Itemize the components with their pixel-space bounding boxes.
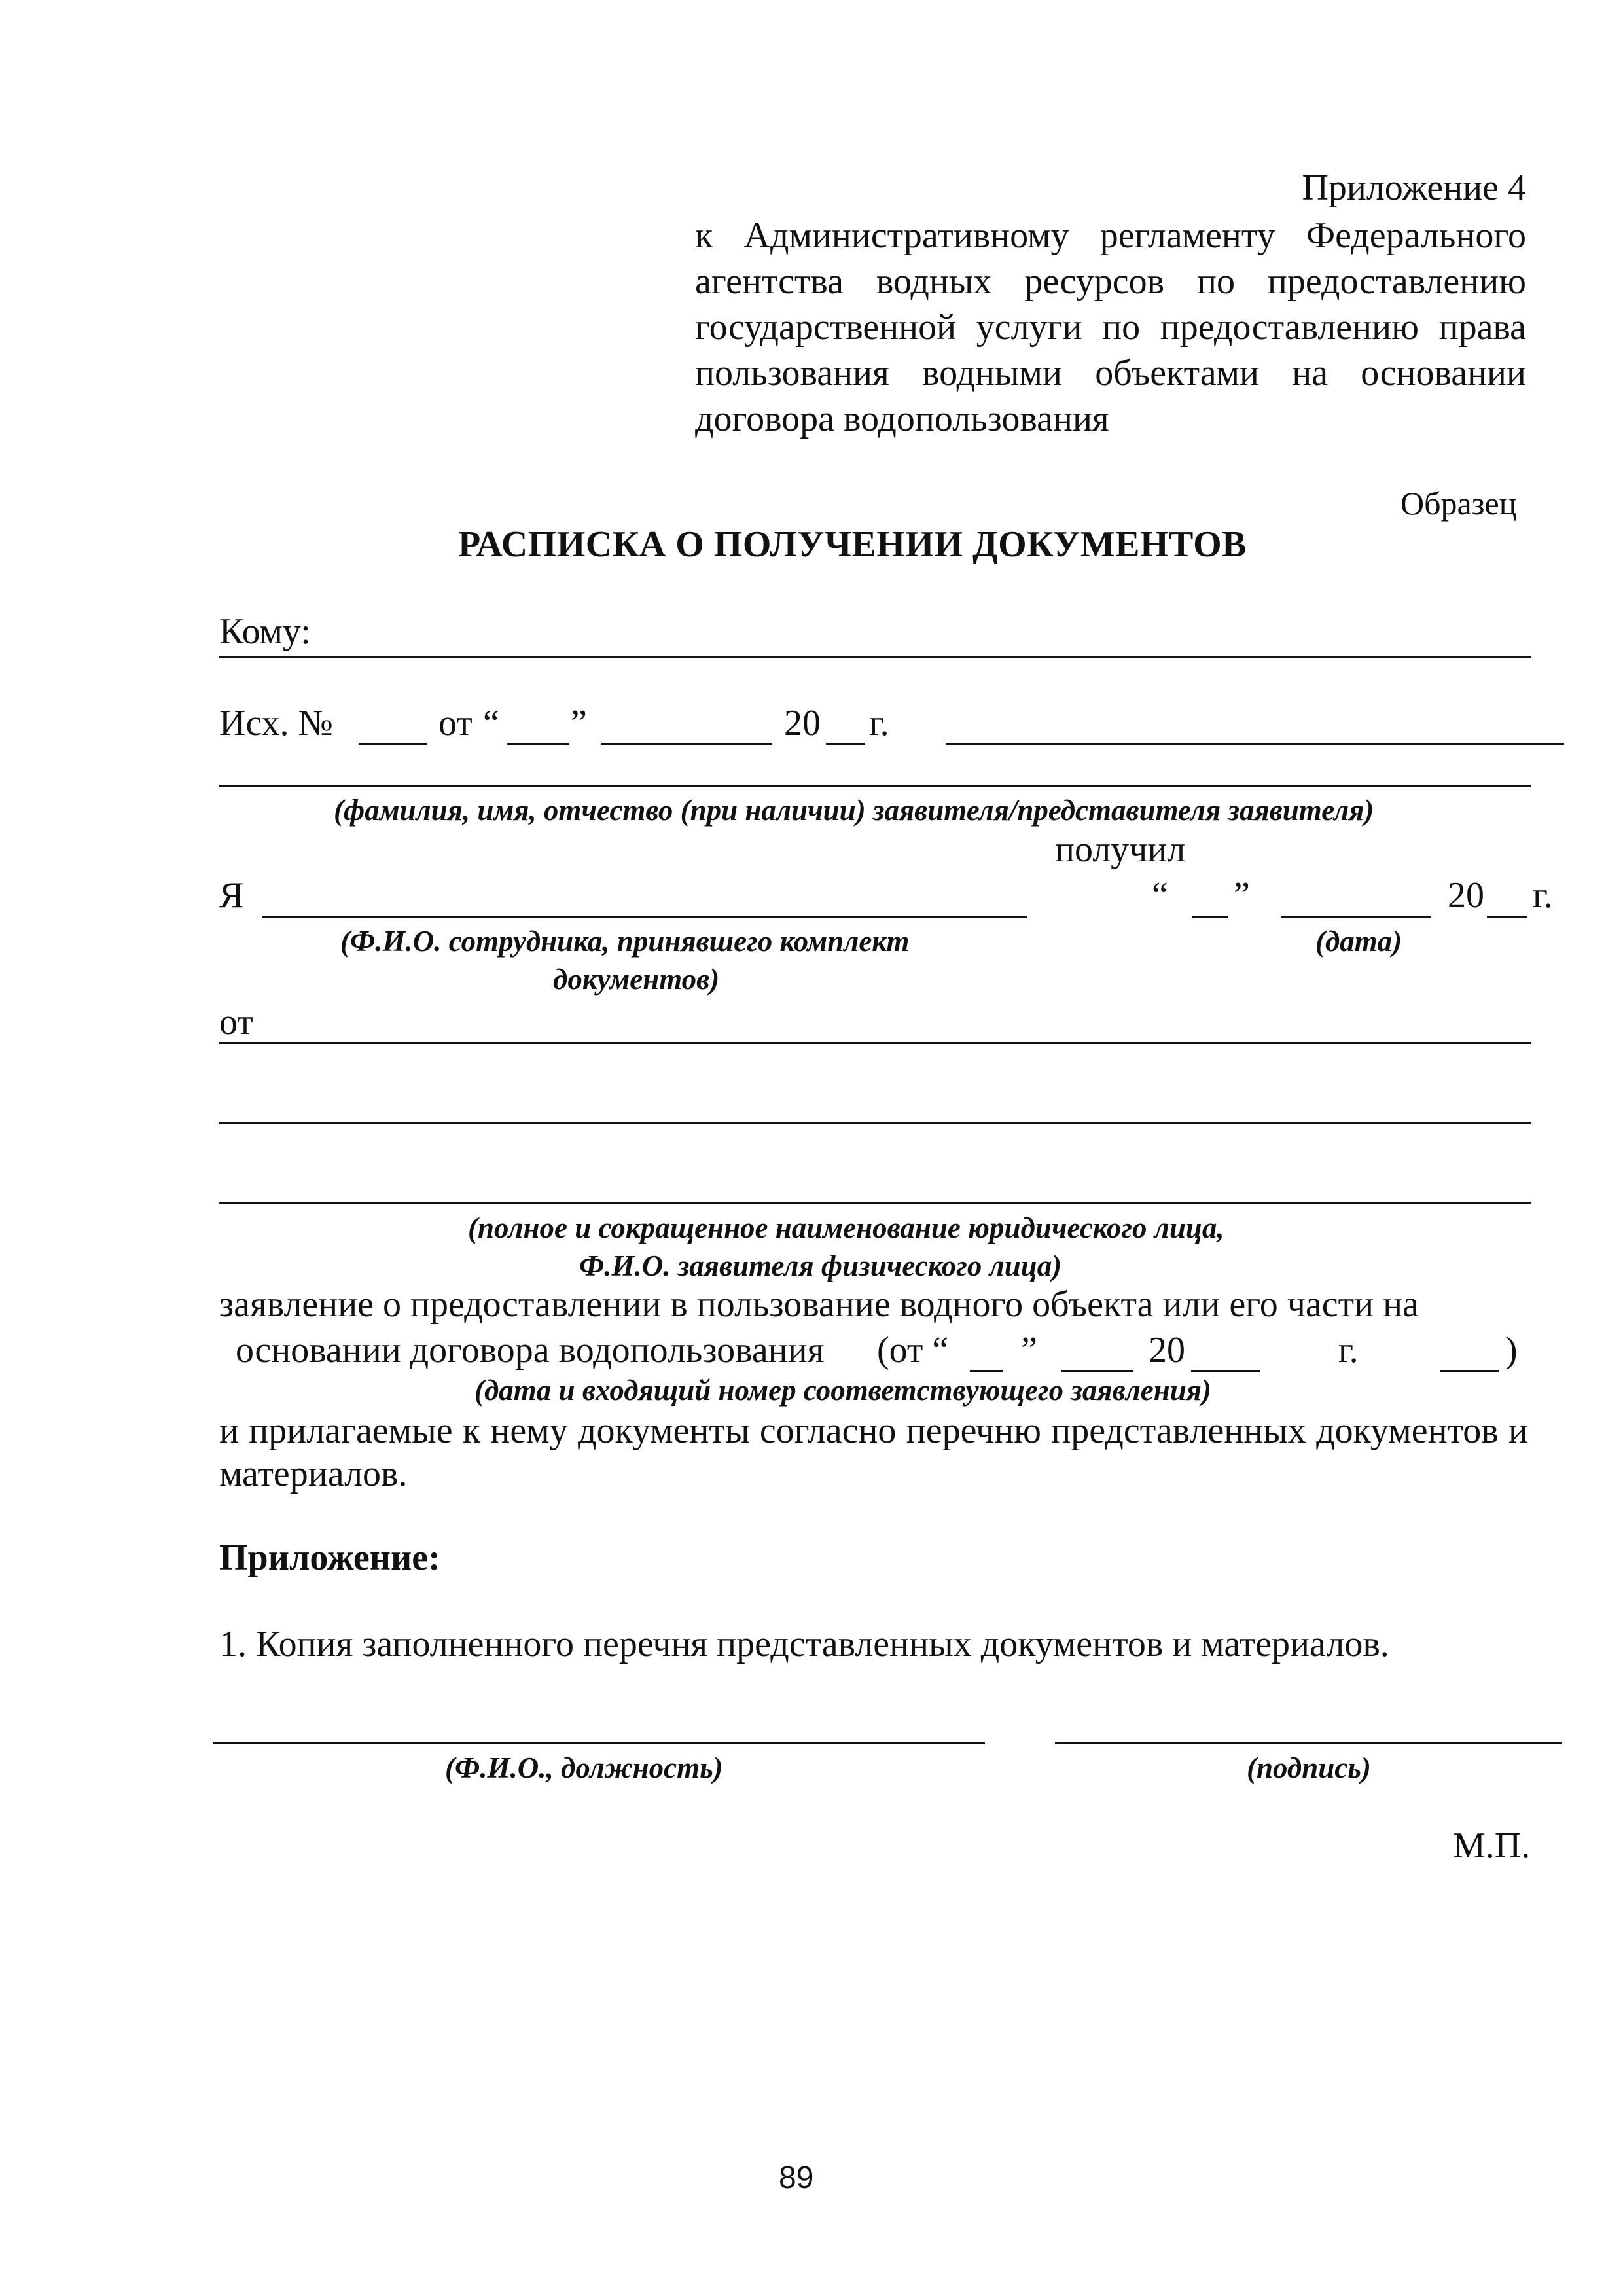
page-number: 89 xyxy=(779,2161,814,2195)
entity-field-1[interactable] xyxy=(219,1042,1531,1044)
from-label: от xyxy=(219,1002,253,1043)
outgoing-year-suffix: г. xyxy=(869,703,889,744)
date-caption: (дата) xyxy=(1315,925,1402,958)
outgoing-month-field[interactable] xyxy=(601,743,772,745)
employee-name-field[interactable] xyxy=(262,916,1027,918)
applicant-field-1[interactable] xyxy=(946,743,1564,745)
statement-month-field[interactable] xyxy=(1061,1370,1133,1372)
to-label: Кому: xyxy=(219,611,311,652)
statement-date-open: (от “ xyxy=(877,1330,949,1371)
entity-field-3[interactable] xyxy=(219,1202,1531,1204)
entity-caption-1: (полное и сокращенное наименование юридического лица, xyxy=(468,1211,1224,1244)
date-quote-open: “ xyxy=(1152,875,1168,916)
signature-caption: (подпись) xyxy=(1247,1751,1371,1784)
date-quote-close: ” xyxy=(1234,875,1250,916)
date-month-field[interactable] xyxy=(1281,916,1431,918)
to-field[interactable] xyxy=(219,656,1531,658)
appendix-title: Приложение 4 xyxy=(1302,168,1526,208)
attached-documents-text: и прилагаемые к нему документы согласно перечню представленных документов и материалов. xyxy=(219,1410,1528,1494)
employee-caption-2: документов) xyxy=(553,963,720,996)
entity-caption-2: Ф.И.О. заявителя физического лица) xyxy=(579,1249,1062,1282)
date-year-field[interactable] xyxy=(1487,916,1527,918)
employee-caption-1: (Ф.И.О. сотрудника, принявшего комплект xyxy=(340,925,910,958)
outgoing-from-label: от xyxy=(438,703,473,744)
outgoing-quote-open: “ xyxy=(483,703,499,744)
statement-year-suffix: г. xyxy=(1338,1330,1359,1371)
outgoing-number-label: Исх. № xyxy=(219,703,333,744)
date-day-field[interactable] xyxy=(1192,916,1228,918)
statement-line-2: основании договора водопользования xyxy=(236,1330,825,1371)
appendix-item-1: 1. Копия заполненного перечня представленных документов и материалов. xyxy=(219,1624,1389,1664)
statement-paren-close: ) xyxy=(1505,1330,1518,1371)
outgoing-year-field[interactable] xyxy=(826,743,865,745)
appendix-reference: к Административному регламенту Федерального агентства водных ресурсов по предоставлению государственной услуги по предоставлению права пользования водными объектами на основании договора водопользования xyxy=(695,215,1526,439)
stamp-placeholder: М.П. xyxy=(1453,1825,1531,1866)
statement-date-close: ” xyxy=(1021,1330,1037,1371)
date-year-prefix: 20 xyxy=(1448,875,1484,916)
signer-name-caption: (Ф.И.О., должность) xyxy=(445,1751,723,1784)
statement-year-prefix: 20 xyxy=(1149,1330,1185,1371)
applicant-field-2[interactable] xyxy=(219,785,1531,787)
statement-caption: (дата и входящий номер соответствующего заявления) xyxy=(474,1374,1211,1407)
received-label: получил xyxy=(1055,829,1186,870)
outgoing-day-field[interactable] xyxy=(507,743,569,745)
entity-field-2[interactable] xyxy=(219,1122,1531,1124)
sample-label: Образец xyxy=(1400,485,1517,522)
document-title: РАСПИСКА О ПОЛУЧЕНИИ ДОКУМЕНТОВ xyxy=(458,524,1247,565)
statement-year-field[interactable] xyxy=(1191,1370,1260,1372)
appendix-block xyxy=(695,164,1526,442)
statement-line-1: заявление о предоставлении в пользование водного объекта или его части на xyxy=(219,1284,1419,1325)
statement-number-field[interactable] xyxy=(1440,1370,1499,1372)
outgoing-number-field[interactable] xyxy=(359,743,427,745)
i-label: Я xyxy=(219,875,244,916)
applicant-caption: (фамилия, имя, отчество (при наличии) заявителя/представителя заявителя) xyxy=(334,794,1374,827)
appendix-heading: Приложение: xyxy=(219,1537,440,1578)
outgoing-quote-close: ” xyxy=(571,703,587,744)
signature-field[interactable] xyxy=(1055,1742,1562,1744)
date-year-suffix: г. xyxy=(1533,875,1553,916)
outgoing-year-prefix: 20 xyxy=(784,703,821,744)
statement-day-field[interactable] xyxy=(970,1370,1003,1372)
signer-name-field[interactable] xyxy=(213,1742,985,1744)
